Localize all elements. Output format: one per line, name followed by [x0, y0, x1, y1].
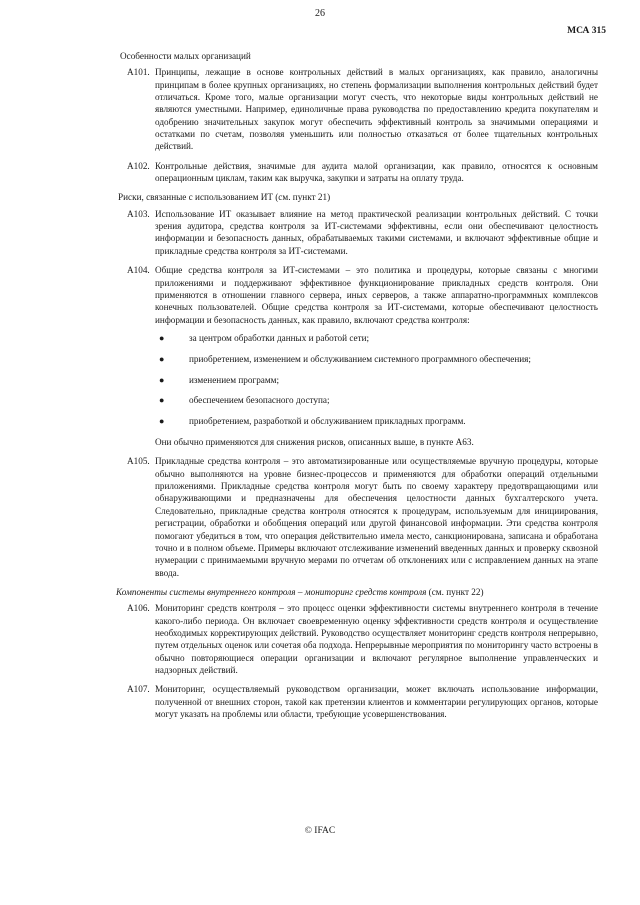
- bullet-icon: ●: [159, 374, 165, 385]
- bullet-icon: ●: [159, 416, 165, 427]
- paragraph-a101: [120, 66, 598, 152]
- section-heading-it-risks: Риски, связанные с использованием ИТ (см. пункт 21): [118, 192, 331, 203]
- paragraph-a107: [120, 683, 598, 720]
- paragraph-text-after-list: Они обычно применяются для снижения рисков, описанных выше, в пункте А63.: [155, 437, 474, 448]
- document-body: [116, 50, 598, 727]
- paragraph-a106: [120, 602, 598, 676]
- paragraph-number: A102.: [127, 160, 150, 171]
- bullet-icon: ●: [159, 332, 165, 343]
- heading-italic-part: Компоненты системы внутреннего контроля – мониторинг средств контроля: [116, 586, 427, 597]
- paragraph-number: A106.: [127, 603, 150, 614]
- paragraph-text: Прикладные средства контроля – это автоматизированные или осуществляемые вручную процедуры, которые обычно выполняются на уровне бизнес-процессов и применяются для обработки операций отдельными приложениями. Прикладные средства контроля могут быть по своему характеру предотвращающими или обнаруживающими и предназначены для обеспечения целостности данных бухгалтерского учета. Следовательно, прикладные средства контроля относятся к процедурам, используемым для инициирования, регистрации, обработки и обобщения операций или другой финансовой информации. Эти средства контроля помогают убедиться в том, что операция действительно имела место, санкционирована, записана и обработана точно и в полном объеме. Примеры включают отслеживание изменений введенных данных и проверку сквозной нумерации с принимаемыми вручную мерами по отчетам об отклонениях или с исправлением данных на этапе ввода.: [155, 456, 598, 578]
- paragraph-text: Использование ИТ оказывает влияние на метод практической реализации контрольных действий. С точки зрения аудитора, средства контроля за ИТ-системами эффективны, если они обеспечивают целостность информации и безопасность данных, обрабатываемых такими системами, и включают эффективные общие и прикладные средства контроля за ИТ-системами.: [155, 208, 598, 256]
- paragraph-number: A105.: [127, 456, 150, 467]
- bullet-icon: ●: [159, 353, 165, 364]
- paragraph-text: Мониторинг средств контроля – это процесс оценки эффективности системы внутреннего контроля в течение какого-либо периода. Он включает своевременную оценку эффективности средств контроля и осуществление необходимых корректирующих действий. Руководство осуществляет мониторинг средств контроля непрерывно, путем отдельных оценок или сочетая оба подхода. Непрерывные мероприятия по мониторингу часто встроены в обычно повторяющиеся операции организации и включают регулярное выполнение управленческих и надзорных действий.: [155, 603, 598, 675]
- paragraph-text: Принципы, лежащие в основе контрольных действий в малых организациях, как правило, аналогичны принципам в более крупных организациях, но степень формализации выполнения контрольных действий будет отличаться. Кроме того, малые организации могут счесть, что некоторые виды контрольных действий не являются уместными. Например, единоличные права руководства по предоставлению кредита покупателям и одобрению значительных закупок могут обеспечить эффективный контроль за значимыми операциями и остатками по счетам, позволяя уменьшить или полностью отказаться от более тщательных контрольных действий.: [155, 67, 598, 152]
- list-item: [155, 332, 598, 344]
- list-item-text: обеспечением безопасного доступа;: [189, 395, 330, 406]
- paragraph-a104: [120, 264, 598, 448]
- list-item-text: приобретением, изменением и обслуживанием системного программного обеспечения;: [189, 353, 531, 364]
- list-item: [155, 353, 598, 365]
- paragraph-number: A104.: [127, 265, 150, 276]
- list-item-text: за центром обработки данных и работой сети;: [189, 332, 370, 343]
- list-item-text: приобретением, разработкой и обслуживанием прикладных программ.: [189, 416, 466, 427]
- copyright-footer: © IFAC: [304, 826, 336, 836]
- heading-reference: (см. пункт 22): [426, 586, 484, 597]
- paragraph-text: Контрольные действия, значимые для аудита малой организации, как правило, относятся к основным операционным циклам, таким как выручка, закупки и затраты на оплату труда.: [155, 160, 598, 184]
- paragraph-number: A103.: [127, 208, 150, 219]
- paragraph-text: Мониторинг, осуществляемый руководством организации, может включать использование информации, полученной от внешних сторон, такой как претензии клиентов и комментарии регулирующих органов, которые могут указать на проблемы или области, требующие усовершенствования.: [155, 684, 598, 719]
- bullet-list: [155, 332, 598, 428]
- paragraph-a103: [120, 208, 598, 257]
- paragraph-number: A101.: [127, 67, 150, 78]
- list-item-text: изменением программ;: [189, 374, 280, 385]
- page-number: 26: [315, 8, 325, 19]
- list-item: [155, 415, 598, 427]
- list-item: [155, 394, 598, 406]
- paragraph-a102: [120, 160, 598, 185]
- list-item: [155, 374, 598, 386]
- paragraph-a105: [120, 455, 598, 578]
- section-heading-small-entities: Особенности малых организаций: [120, 51, 251, 61]
- paragraph-number: A107.: [127, 684, 150, 695]
- bullet-icon: ●: [159, 395, 165, 406]
- section-heading-monitoring: [116, 586, 598, 598]
- document-code: МСА 315: [567, 26, 606, 36]
- paragraph-text: Общие средства контроля за ИТ-системами – это политика и процедуры, которые связаны с многими приложениями и поддерживают эффективное функционирование прикладных средств контроля. Они применяются в отношении главного сервера, иных серверов, а также аппаратно-программных комплексов конечных пользователей. Общие средства контроля за ИТ-системами, которые обеспечивают целостность информации и безопасность данных, как правило, включают средства контроля:: [155, 265, 598, 325]
